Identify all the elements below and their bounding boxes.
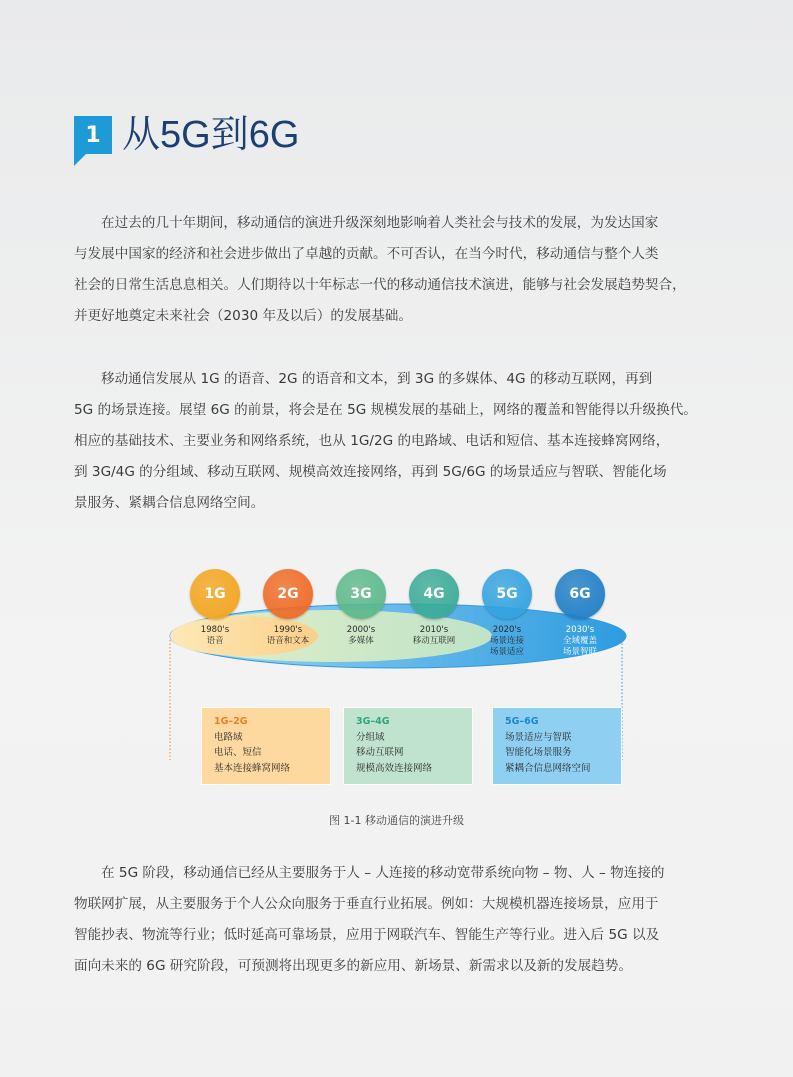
paragraph-line: 到 3G/4G 的分组域、移动互联网、规模高效连接网络，再到 5G/6G 的场景适应与智联、智能化场 <box>74 464 667 480</box>
era-year: 1990's <box>273 625 303 635</box>
era-desc: 多媒体 <box>348 636 374 646</box>
figure-caption: 图 1-1 移动通信的演进升级 <box>329 814 464 827</box>
box-item: 移动互联网 <box>356 747 404 758</box>
box-title: 3G–4G <box>356 716 390 727</box>
box-item: 紧耦合信息网络空间 <box>505 762 591 774</box>
era-label-1g <box>180 625 250 647</box>
section-number-badge <box>74 116 112 154</box>
paragraph-3 <box>74 858 719 982</box>
evolution-diagram <box>160 560 630 800</box>
era-label-5g <box>472 625 542 658</box>
paragraph-line: 社会的日常生活息息相关。人们期待以十年标志一代的移动通信技术演进，能够与社会发展趋势契合， <box>74 277 686 293</box>
box-item: 电话、短信 <box>214 747 262 758</box>
box-item: 场景适应与智联 <box>505 731 572 743</box>
box-title: 5G–6G <box>505 716 539 727</box>
paragraph-line: 相应的基础技术、主要业务和网络系统，也从 1G/2G 的电路域、电话和短信、基本连接蜂窝网络， <box>74 433 670 449</box>
paragraph-line: 5G 的场景连接。展望 6G 的前景，将会是在 5G 规模发展的基础上，网络的覆盖和智能得以升级换代。 <box>74 402 697 418</box>
circle-5g: 5G <box>482 569 532 619</box>
section-number: 1 <box>85 122 101 148</box>
era-desc: 语音 <box>206 636 224 646</box>
paragraph-line: 在 5G 阶段，移动通信已经从主要服务于人 – 人连接的移动宽带系统向物 – 物、人 – 物连接的 <box>101 865 665 881</box>
box-5g-6g <box>492 707 622 785</box>
section-heading <box>74 116 299 154</box>
era-year: 1980's <box>200 625 230 635</box>
era-label-6g <box>545 625 615 658</box>
badge-tail <box>74 154 86 166</box>
box-3g-4g <box>343 707 473 785</box>
circle-4g: 4G <box>409 569 459 619</box>
paragraph-2 <box>74 364 719 519</box>
era-year: 2020's <box>492 625 522 635</box>
era-desc: 场景适应 <box>489 647 524 657</box>
box-title: 1G–2G <box>214 716 248 727</box>
paragraph-line: 面向未来的 6G 研究阶段，可预测将出现更多的新应用、新场景、新需求以及新的发展趋势。 <box>74 958 632 974</box>
era-desc: 场景连接 <box>489 636 524 646</box>
paragraph-line: 景服务、紧耦合信息网络空间。 <box>74 495 265 511</box>
era-desc: 全域覆盖 <box>562 636 597 646</box>
era-label-2g <box>253 625 323 647</box>
box-item: 智能化场景服务 <box>505 747 572 758</box>
paragraph-line: 智能抄表、物流等行业；低时延高可靠场景，应用于网联汽车、智能生产等行业。进入后 5G 以及 <box>74 927 660 943</box>
paragraph-1 <box>74 208 719 332</box>
paragraph-line: 物联网扩展，从主要服务于个人公众向服务于垂直行业拓展。例如：大规模机器连接场景，应用于 <box>74 896 659 912</box>
paragraph-line: 并更好地奠定未来社会（2030 年及以后）的发展基础。 <box>74 308 412 324</box>
paragraph-line: 与发展中国家的经济和社会进步做出了卓越的贡献。不可否认，在当今时代，移动通信与整个人类 <box>74 246 659 262</box>
paragraph-line: 在过去的几十年期间，移动通信的演进升级深刻地影响着人类社会与技术的发展，为发达国家 <box>101 215 659 231</box>
circle-6g: 6G <box>555 569 605 619</box>
era-desc: 移动互联网 <box>412 636 456 646</box>
era-label-3g <box>326 625 396 647</box>
era-year: 2000's <box>346 625 376 635</box>
box-item: 分组域 <box>356 731 385 743</box>
era-year: 2030's <box>565 625 595 635</box>
box-item: 电路域 <box>214 731 243 743</box>
paragraph-line: 移动通信发展从 1G 的语音、2G 的语音和文本，到 3G 的多媒体、4G 的移动互联网，再到 <box>101 371 653 387</box>
circle-2g: 2G <box>263 569 313 619</box>
era-desc: 语音和文本 <box>266 636 310 646</box>
box-item: 基本连接蜂窝网络 <box>214 762 291 774</box>
era-label-4g <box>399 625 469 647</box>
box-item: 规模高效连接网络 <box>356 762 433 774</box>
era-desc: 场景智联 <box>562 647 597 657</box>
box-1g-2g <box>201 707 331 785</box>
era-year: 2010's <box>419 625 449 635</box>
circle-3g: 3G <box>336 569 386 619</box>
circle-1g: 1G <box>190 569 240 619</box>
section-title: 从5G到6G <box>122 114 300 156</box>
